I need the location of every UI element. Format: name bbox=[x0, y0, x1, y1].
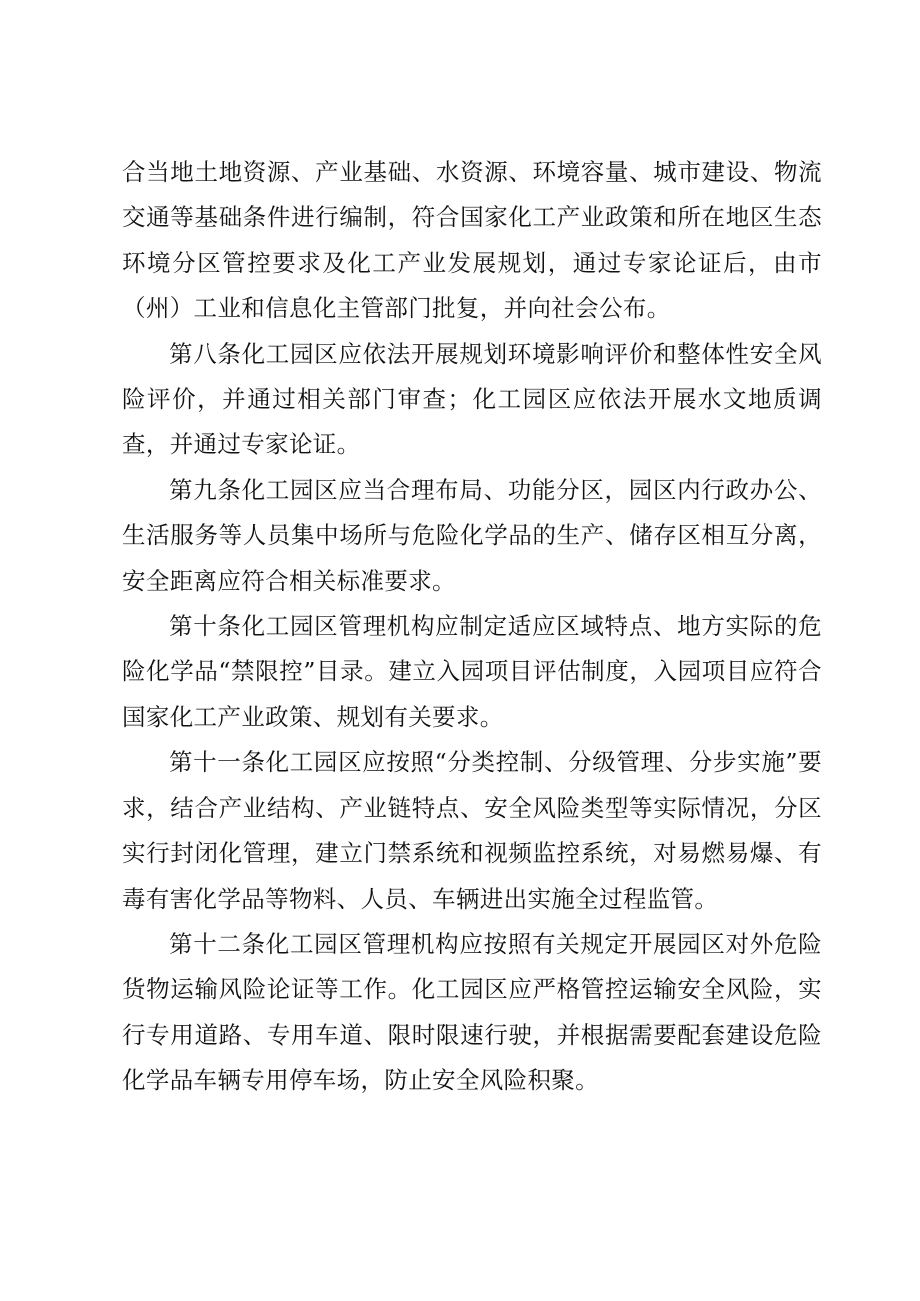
paragraph-article-8: 第八条化工园区应依法开展规划环境影响评价和整体性安全风险评价，并通过相关部门审查；化工园区应依法开展水文地质调查，并通过专家论证。 bbox=[122, 339, 822, 459]
paragraph-continuation: 合当地土地资源、产业基础、水资源、环境容量、城市建设、物流交通等基础条件进行编制，符合国家化工产业政策和所在地区生态环境分区管控要求及化工产业发展规划，通过专家论证后，由市（州）工业和信息化主管部门批复，并向社会公布。 bbox=[122, 158, 822, 323]
paragraph-article-10: 第十条化工园区管理机构应制定适应区域特点、地方实际的危险化学品“禁限控”目录。建立入园项目评估制度，入园项目应符合国家化工产业政策、规划有关要求。 bbox=[122, 612, 822, 731]
paragraph-article-11: 第十一条化工园区应按照“分类控制、分级管理、分步实施”要求，结合产业结构、产业链特点、安全风险类型等实际情况，分区实行封闭化管理，建立门禁系统和视频监控系统，对易燃易爆、有毒有害化学品等物料、人员、车辆进出实施全过程监管。 bbox=[122, 748, 822, 913]
paragraph-article-12: 第十二条化工园区管理机构应按照有关规定开展园区对外危险货物运输风险论证等工作。化工园区应严格管控运输安全风险，实行专用道路、专用车道、限时限速行驶，并根据需要配套建设危险化学品车辆专用停车场，防止安全风险积聚。 bbox=[122, 929, 822, 1095]
paragraph-article-9: 第九条化工园区应当合理布局、功能分区，园区内行政办公、生活服务等人员集中场所与危险化学品的生产、储存区相互分离，安全距离应符合相关标准要求。 bbox=[122, 475, 822, 595]
document-body bbox=[122, 150, 822, 1104]
